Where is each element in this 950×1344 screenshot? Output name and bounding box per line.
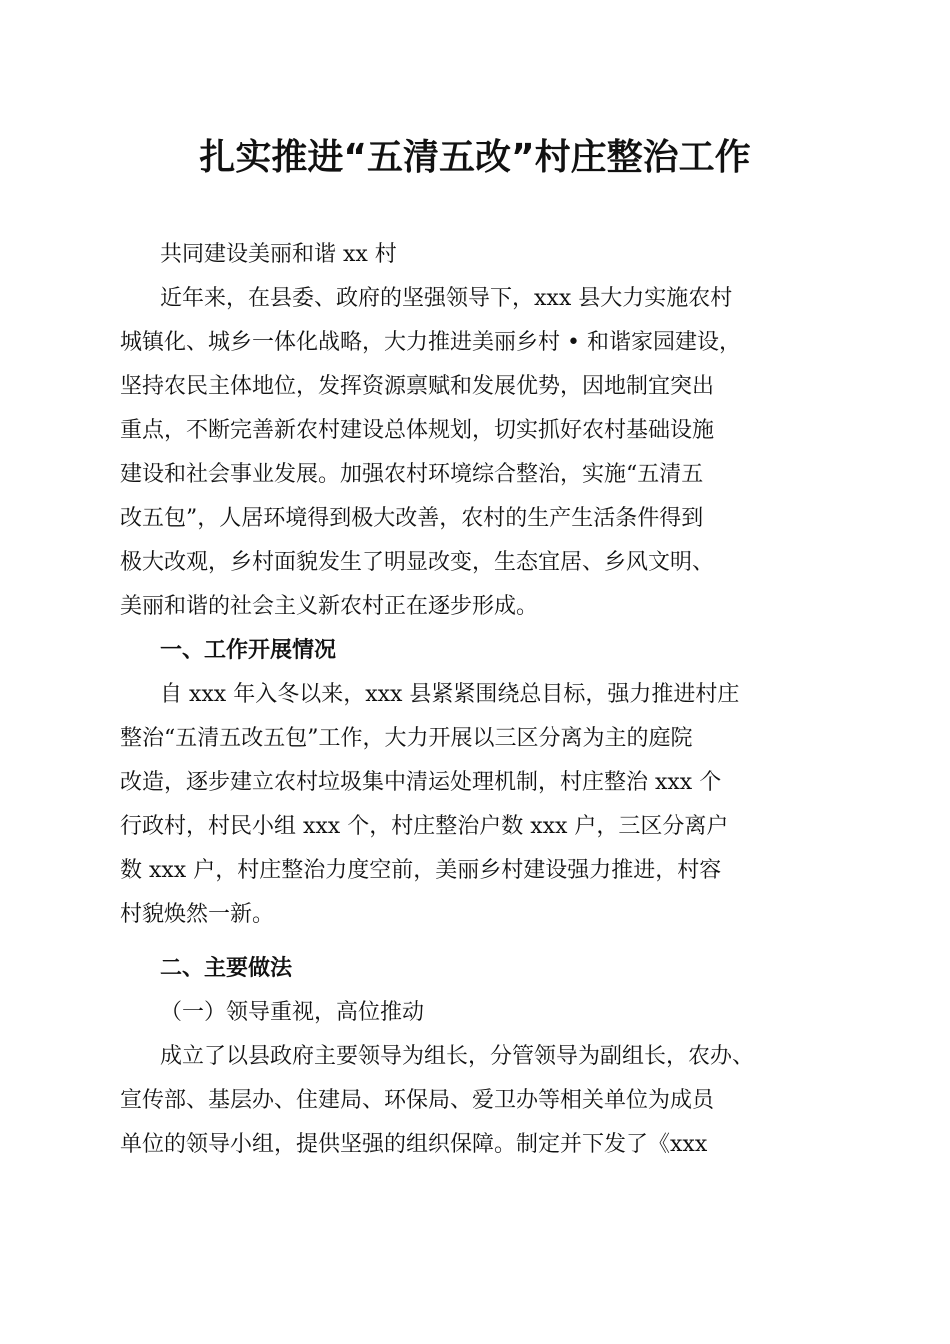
intro-line: 近年来，在县委、政府的坚强领导下，xxx 县大力实施农村 <box>160 286 733 311</box>
subtitle-line: 共同建设美丽和谐 xx 村 <box>160 242 397 267</box>
section1-line: 数 xxx 户，村庄整治力度空前，美丽乡村建设强力推进，村容 <box>120 858 722 883</box>
subsection1-line: 单位的领导小组，提供坚强的组织保障。制定并下发了《xxx <box>120 1132 708 1157</box>
paragraph-gap <box>120 937 832 947</box>
subsection1-line: 成立了以县政府主要领导为组长，分管领导为副组长，农办、 <box>160 1044 755 1069</box>
section1-line: 自 xxx 年入冬以来，xxx 县紧紧围绕总目标，强力推进村庄 <box>160 682 740 707</box>
subsection1-line: 宣传部、基层办、住建局、环保局、爱卫办等相关单位为成员 <box>120 1088 715 1113</box>
intro-line: 坚持农民主体地位，发挥资源禀赋和发展优势，因地制宜突出 <box>120 374 715 399</box>
document-title: 扎实推进“五清五改”村庄整治工作 <box>199 137 751 178</box>
intro-line: 美丽和谐的社会主义新农村正在逐步形成。 <box>120 594 539 619</box>
intro-line: 改五包”，人居环境得到极大改善，农村的生产生活条件得到 <box>120 506 704 531</box>
subsection-heading-leadership: （一）领导重视，高位推动 <box>160 1000 425 1025</box>
section1-line: 改造，逐步建立农村垃圾集中清运处理机制，村庄整治 xxx 个 <box>120 770 722 795</box>
section-heading-work-status: 一、工作开展情况 <box>160 638 337 663</box>
section1-line: 村貌焕然一新。 <box>120 902 275 927</box>
section1-line: 整治“五清五改五包”工作，大力开展以三区分离为主的庭院 <box>120 726 693 751</box>
intro-line: 建设和社会事业发展。加强农村环境综合整治，实施“五清五 <box>120 462 704 487</box>
section1-line: 行政村，村民小组 xxx 个，村庄整治户数 xxx 户，三区分离户 <box>120 814 729 839</box>
intro-line: 极大改观，乡村面貌发生了明显改变，生态宜居、乡风文明、 <box>120 550 715 575</box>
intro-line: 重点，不断完善新农村建设总体规划，切实抓好农村基础设施 <box>120 418 715 443</box>
section-heading-main-methods: 二、主要做法 <box>160 956 293 981</box>
document-body <box>120 233 832 1167</box>
intro-line: 城镇化、城乡一体化战略，大力推进美丽乡村 • 和谐家园建设， <box>120 330 741 355</box>
